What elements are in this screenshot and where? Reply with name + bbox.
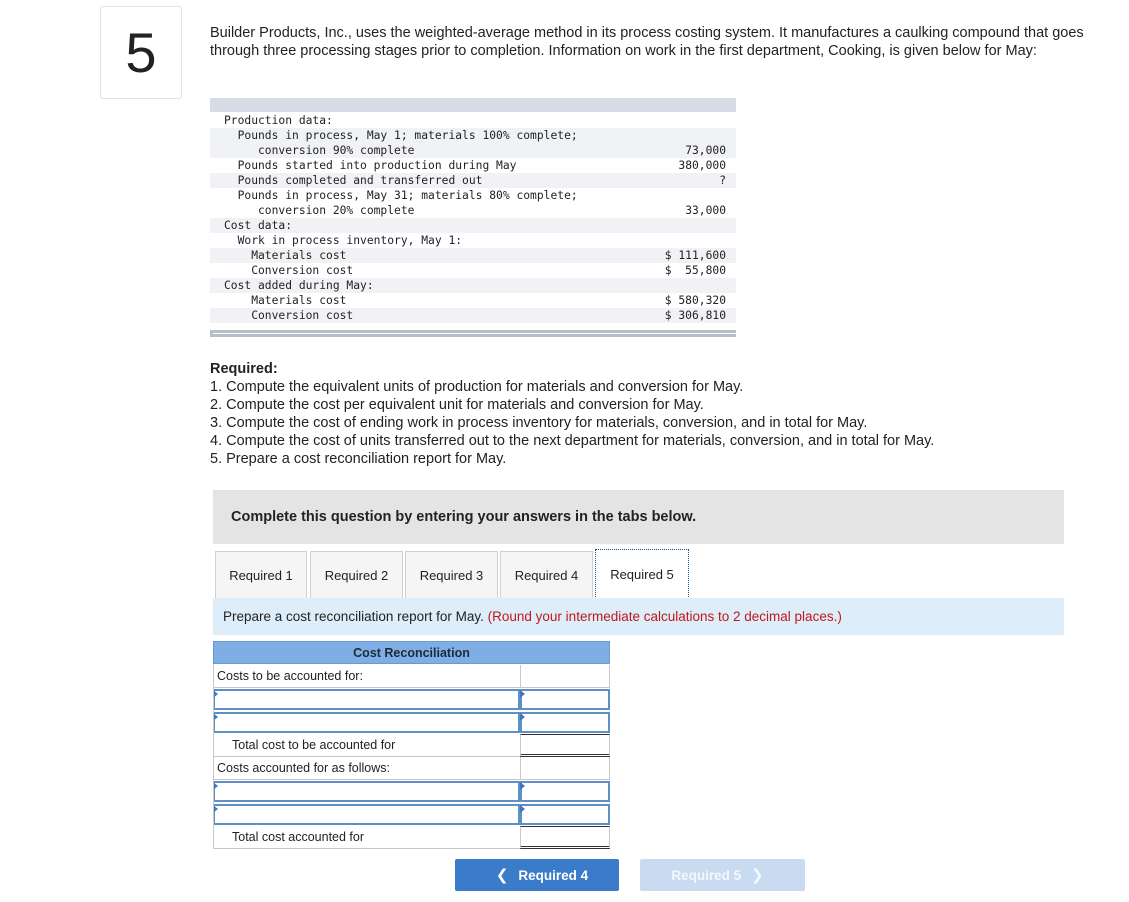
prev-tab-button[interactable] — [455, 859, 619, 891]
recon-input-row — [213, 803, 610, 826]
table-bottom-bar — [210, 330, 736, 337]
required-item: 5. Prepare a cost reconciliation report for May. — [210, 451, 507, 467]
next-tab-label: Required 5 — [671, 867, 742, 883]
table-row: Cost data: — [210, 218, 736, 233]
next-tab-button[interactable] — [640, 859, 805, 891]
table-row: Pounds in process, May 1; materials 100% complete; — [210, 128, 736, 143]
table-row: Work in process inventory, May 1: — [224, 234, 463, 247]
instruction-text: Prepare a cost reconciliation report for May. — [223, 609, 484, 624]
table-row: Pounds in process, May 31; materials 80% complete; — [224, 189, 578, 202]
recon-total-amount[interactable] — [520, 826, 610, 849]
recon-amount-cell — [520, 757, 610, 780]
table-top-bar — [210, 98, 736, 112]
dropdown-marker-icon — [520, 782, 525, 790]
recon-label: Total cost to be accounted for — [213, 734, 520, 757]
table-row: conversion 90% complete 73,000 — [210, 143, 736, 158]
recon-total-row — [213, 734, 610, 757]
recon-total-row — [213, 826, 610, 849]
recon-label-input[interactable] — [213, 689, 520, 710]
required-item: 1. Compute the equivalent units of production for materials and conversion for May. — [210, 379, 744, 395]
dropdown-marker-icon — [520, 690, 525, 698]
production-data-table — [210, 98, 736, 338]
tab-required-1[interactable]: Required 1 — [215, 551, 307, 598]
required-heading: Required: — [210, 361, 278, 377]
chevron-right-icon: ❯ — [751, 867, 764, 884]
required-item: 3. Compute the cost of ending work in process inventory for materials, conversion, and in total for May. — [210, 415, 868, 431]
recon-amount-input[interactable] — [520, 712, 610, 733]
table-row: Pounds completed and transferred out ? — [210, 173, 736, 188]
recon-row — [213, 665, 610, 688]
recon-label-input[interactable] — [213, 712, 520, 733]
required-list — [210, 360, 1110, 468]
recon-title: Cost Reconciliation — [213, 641, 610, 664]
complete-prompt: Complete this question by entering your answers in the tabs below. — [213, 490, 1064, 544]
recon-input-row — [213, 711, 610, 734]
table-row: Materials cost $ 580,320 — [224, 294, 726, 307]
recon-amount-cell — [520, 665, 610, 688]
recon-amount-input[interactable] — [520, 689, 610, 710]
recon-label: Costs to be accounted for: — [213, 665, 520, 688]
problem-intro: Builder Products, Inc., uses the weighted-average method in its process costing system. It manufactures a caulking compound that goes through three processing stages prior to completion. Information on work in the first department, Cooking, is given below for May: — [210, 25, 1084, 59]
table-row: Conversion cost $ 306,810 — [210, 308, 736, 323]
question-number: 5 — [100, 6, 182, 99]
chevron-left-icon: ❮ — [495, 867, 509, 884]
recon-label: Costs accounted for as follows: — [213, 757, 520, 780]
required-item: 4. Compute the cost of units transferred out to the next department for materials, conversion, and in total for May. — [210, 433, 935, 449]
table-row: Conversion cost $ 55,800 — [224, 264, 726, 277]
recon-amount-input[interactable] — [520, 804, 610, 825]
recon-input-row — [213, 688, 610, 711]
tab-required-3[interactable]: Required 3 — [405, 551, 498, 598]
recon-input-row — [213, 780, 610, 803]
required-item: 2. Compute the cost per equivalent unit for materials and conversion for May. — [210, 397, 704, 413]
table-row: Materials cost $ 111,600 — [210, 248, 736, 263]
recon-amount-input[interactable] — [520, 781, 610, 802]
table-row: Pounds started into production during May 380,000 — [224, 159, 726, 172]
recon-total-amount[interactable] — [520, 734, 610, 757]
recon-row — [213, 757, 610, 780]
recon-label: Total cost accounted for — [213, 826, 520, 849]
table-row: Cost added during May: — [210, 278, 736, 293]
instruction-note: (Round your intermediate calculations to 2 decimal places.) — [487, 609, 842, 624]
tab-instruction — [213, 598, 1064, 635]
prev-tab-label: Required 4 — [518, 867, 589, 883]
dropdown-marker-icon — [520, 713, 525, 721]
recon-label-input[interactable] — [213, 781, 520, 802]
recon-left-border — [213, 664, 214, 849]
recon-label-input[interactable] — [213, 804, 520, 825]
table-row: Production data: — [224, 114, 333, 127]
tab-required-4[interactable]: Required 4 — [500, 551, 593, 598]
tab-required-5[interactable]: Required 5 — [595, 549, 689, 599]
tab-required-2[interactable]: Required 2 — [310, 551, 403, 598]
dropdown-marker-icon — [520, 805, 525, 813]
table-row: conversion 20% complete 33,000 — [224, 204, 726, 217]
